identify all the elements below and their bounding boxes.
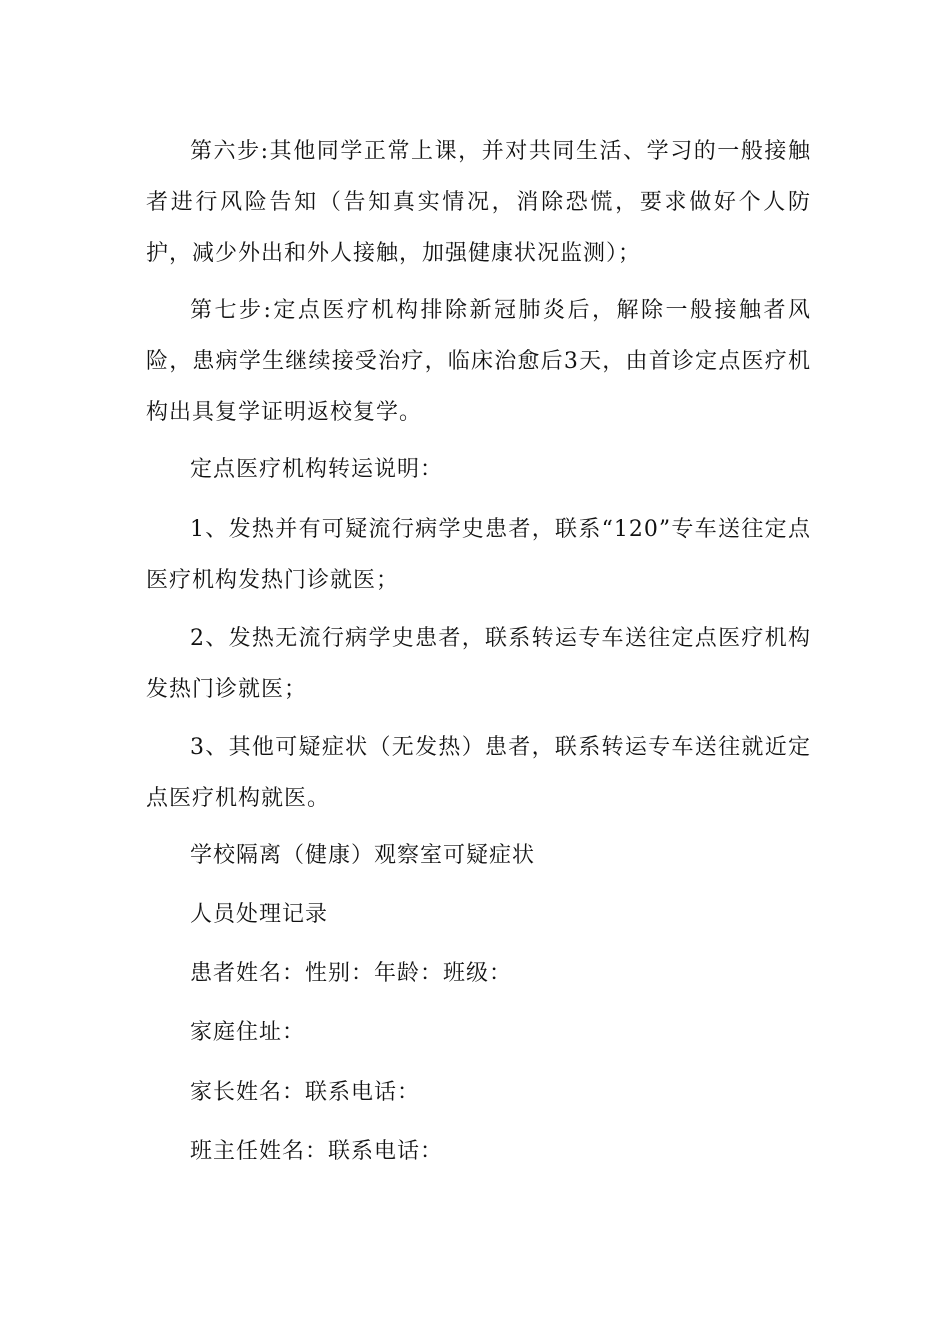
field-patient-info: 患者姓名：性别：年龄：班级：	[190, 961, 513, 986]
record-title-line-2: 人员处理记录	[190, 902, 329, 927]
field-parent-contact: 家长姓名：联系电话：	[190, 1080, 421, 1105]
field-home-address: 家庭住址：	[190, 1020, 306, 1045]
paragraph-transfer-item-1: 1、发热并有可疑流行病学史患者，联系“120”专车送往定点医疗机构发热门诊就医；	[146, 517, 811, 593]
record-title-line-1: 学校隔离（健康）观察室可疑症状	[190, 843, 536, 868]
paragraph-transfer-item-3: 3、其他可疑症状（无发热）患者，联系转运专车送往就近定点医疗机构就医。	[146, 735, 811, 811]
paragraph-step-six: 第六步:其他同学正常上课，并对共同生活、学习的一般接触者进行风险告知（告知真实情况，消除恐慌，要求做好个人防护，减少外出和外人接触，加强健康状况监测）；	[146, 139, 811, 266]
field-teacher-contact: 班主任姓名：联系电话：	[190, 1139, 444, 1164]
paragraph-transfer-heading: 定点医疗机构转运说明：	[190, 457, 444, 482]
paragraph-transfer-item-2: 2、发热无流行病学史患者，联系转运专车送往定点医疗机构发热门诊就医；	[146, 626, 811, 702]
paragraph-step-seven: 第七步:定点医疗机构排除新冠肺炎后，解除一般接触者风险，患病学生继续接受治疗，临床治愈后3天，由首诊定点医疗机构出具复学证明返校复学。	[146, 298, 811, 425]
